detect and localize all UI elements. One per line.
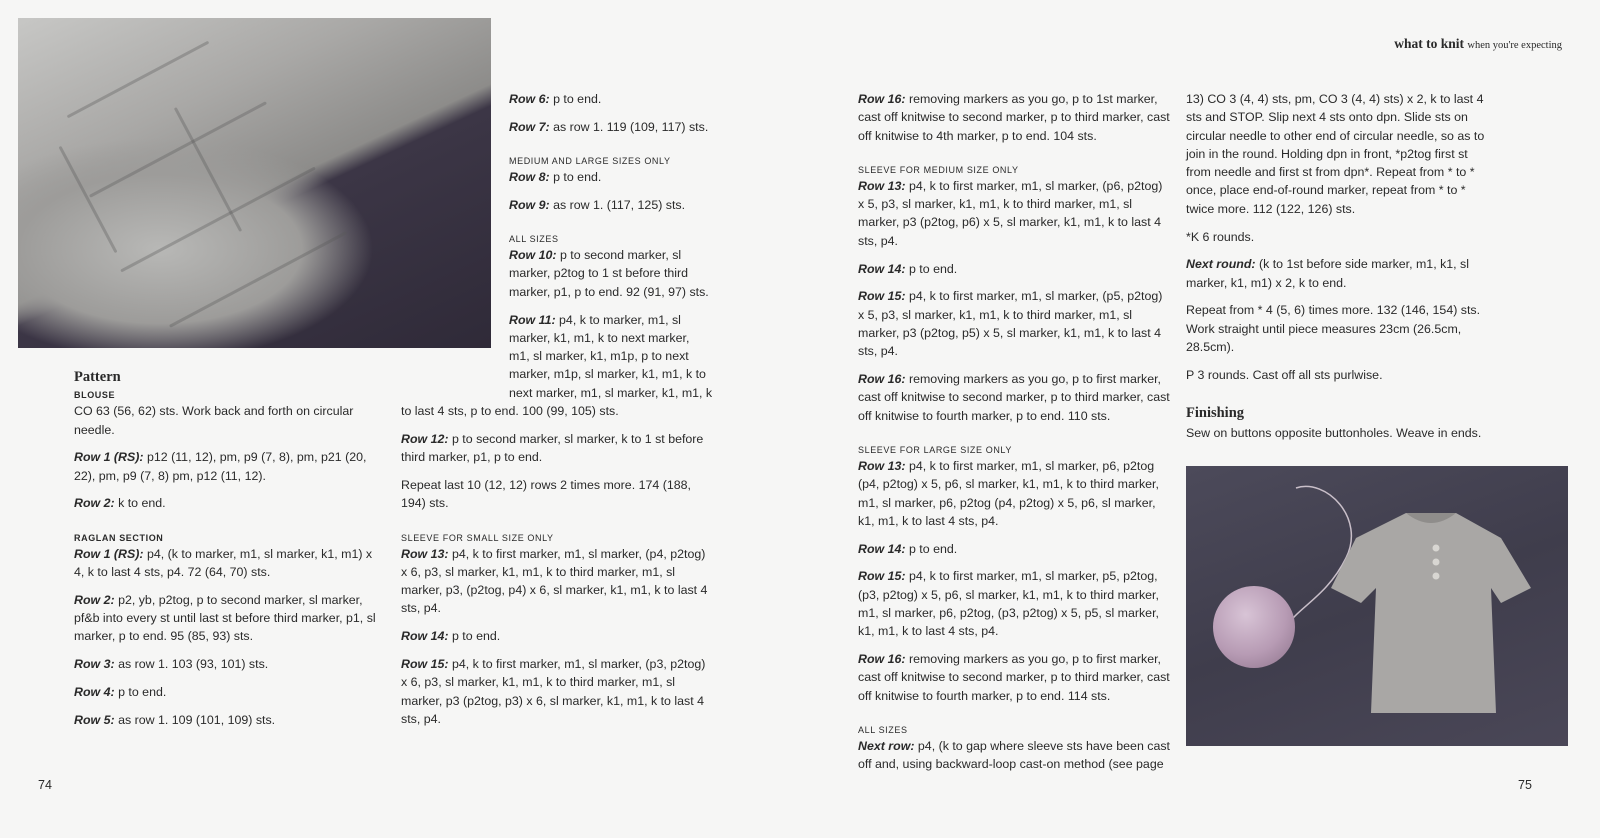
instruction-paragraph	[1186, 90, 1491, 218]
instruction-text: p4, k to first marker, m1, sl marker, (p3, p2tog) x 6, p3, sl marker, k1, m1, k to third marker, m1, sl marker, p3 (p2tog, p3) x 6, sl marker, k1, m1, k to last 4 sts, p4.	[401, 657, 706, 726]
instruction-text: as row 1. 103 (93, 101) sts.	[114, 657, 269, 672]
instruction-text: p to end.	[549, 170, 602, 185]
image-wrap-spacer	[401, 90, 509, 393]
row-label: Row 2:	[74, 592, 115, 607]
instruction-paragraph	[1186, 366, 1491, 384]
instruction-text: as row 1. 119 (109, 117) sts.	[549, 119, 709, 134]
instruction-paragraph	[858, 650, 1170, 705]
book-subtitle: when you're expecting	[1467, 40, 1562, 51]
row-label: Row 13:	[401, 546, 449, 561]
instruction-paragraph	[74, 711, 384, 729]
instruction-text: as row 1. 109 (101, 109) sts.	[114, 712, 276, 727]
subsection-heading: BLOUSE	[74, 390, 116, 401]
instruction-text: p to second marker, sl marker, k to 1 st before third marker, p1, p to end.	[401, 431, 704, 465]
instruction-text: p12 (11, 12), pm, p9 (7, 8), pm, p21 (20, 22), pm, p9 (7, 8) pm, p12 (11, 12).	[74, 450, 367, 483]
instruction-text: p4, k to first marker, m1, sl marker, p6, p2tog (p4, p2tog) x 5, p6, sl marker, k1, m1, k to third marker, m1, sl marker, p6, p2tog (p4, p2tog) x 5, p6, sl marker, k1, m1, k to last 4 sts, p4.	[858, 458, 1159, 528]
instruction-text: removing markers as you go, p to first marker, cast off knitwise to second marker, p to third marker, cast off knitwise to fourth marker, p to end. 110 sts.	[858, 372, 1170, 423]
instruction-paragraph	[401, 655, 713, 728]
instruction-paragraph	[858, 260, 1170, 278]
instruction-paragraph	[74, 591, 384, 646]
column-3	[858, 90, 1170, 783]
subsection-heading: ALL SIZES	[858, 725, 908, 736]
instruction-paragraph	[74, 494, 384, 512]
baby-blouse-photo	[1186, 466, 1568, 746]
row-label: Row 1 (RS):	[74, 546, 144, 561]
instruction-text: *K 6 rounds.	[1186, 229, 1255, 244]
subsection-heading: MEDIUM AND LARGE SIZES ONLY	[509, 156, 671, 167]
running-head	[1394, 36, 1562, 52]
subsection-heading: SLEEVE FOR MEDIUM SIZE ONLY	[858, 164, 1019, 175]
instruction-text: p to end.	[905, 261, 958, 276]
instruction-text: removing markers as you go, p to first marker, cast off knitwise to second marker, p to third marker, cast off knitwise to fourth marker, p to end. 114 sts.	[858, 652, 1170, 703]
instruction-paragraph	[74, 655, 384, 673]
yarn-ball	[1213, 586, 1295, 668]
instruction-text: p to end.	[549, 92, 602, 106]
row-label: Row 5:	[74, 712, 115, 727]
instruction-text: Repeat last 10 (12, 12) rows 2 times more. 174 (188, 194) sts.	[401, 477, 691, 511]
row-label: Row 15:	[858, 289, 906, 304]
row-label: Row 10:	[509, 248, 557, 263]
instruction-text: k to end.	[114, 496, 166, 511]
instruction-paragraph	[858, 567, 1170, 640]
row-label: Row 11:	[509, 312, 556, 327]
instruction-text: Sew on buttons opposite buttonholes. Weave in ends.	[1186, 426, 1482, 441]
instruction-paragraph	[74, 448, 384, 485]
instruction-text: removing markers as you go, p to 1st marker, cast off knitwise to second marker, p to third marker, cast off knitwise to 4th marker, p to end. 104 sts.	[858, 92, 1170, 143]
instruction-paragraph	[74, 545, 384, 582]
column-4	[1186, 90, 1491, 452]
blouse-illustration	[1286, 478, 1546, 728]
column-2	[401, 90, 713, 738]
instruction-text: p4, k to first marker, m1, sl marker, (p4, p2tog) x 6, p3, sl marker, k1, m1, k to third marker, m1, sl marker, p3, (p2tog, p4) x 6, sl marker, k1, m1, k to last 4 sts, p4.	[401, 546, 708, 616]
row-label: Row 4:	[74, 685, 115, 700]
instruction-paragraph	[1186, 228, 1491, 246]
instruction-paragraph	[858, 370, 1170, 425]
row-label: Row 8:	[509, 170, 550, 185]
row-label: Row 1 (RS):	[74, 450, 144, 465]
row-label: Next row:	[858, 739, 915, 754]
row-label: Row 15:	[858, 569, 906, 584]
subsection-heading: SLEEVE FOR LARGE SIZE ONLY	[858, 444, 1012, 455]
row-label: Row 16:	[858, 372, 906, 387]
instruction-paragraph	[858, 287, 1170, 360]
row-label: Row 16:	[858, 92, 906, 106]
row-label: Row 6:	[509, 92, 550, 106]
row-label: Row 12:	[401, 431, 449, 446]
row-label: Row 14:	[858, 261, 906, 276]
instruction-text: p4, k to first marker, m1, sl marker, p5, p2tog, (p3, p2tog) x 5, p6, sl marker, k1, m1, k to third marker, m1, sl marker, p6, p2tog, (p3, p2tog) x 5, p5, sl marker, k1, m1, k to last 4 sts, p4.	[858, 569, 1159, 639]
instruction-paragraph	[401, 476, 713, 513]
instruction-paragraph	[858, 540, 1170, 558]
instruction-paragraph	[1186, 301, 1491, 356]
instruction-text: 13) CO 3 (4, 4) sts, pm, CO 3 (4, 4) sts) x 2, k to last 4 sts and STOP. Slip next 4 sts onto dpn. Slide sts on circular needle to other end of circular needle, so as to join in the round. Holding dpn in front, *p2tog first st from needle and first st from dpn*. Repeat from * to * once, place end-of-round marker, repeat from * to * twice more. 112 (122, 126) sts.	[1186, 92, 1485, 216]
instruction-paragraph	[74, 402, 384, 439]
instruction-text: p2, yb, p2tog, p to second marker, sl marker, pf&b into every st until last st before third marker, p1, sl marker, p to end. 95 (85, 93) sts.	[74, 592, 376, 644]
instruction-paragraph	[401, 545, 713, 618]
instruction-text: p4, k to first marker, m1, sl marker, (p5, p2tog) x 5, p3, sl marker, k1, m1, k to third marker, m1, sl marker, p3 (p2tog, p5) x 5, sl marker, k1, m1, k to last 4 sts, p4.	[858, 289, 1163, 359]
row-label: Row 14:	[401, 629, 449, 644]
instruction-paragraph	[858, 737, 1170, 774]
section-heading: Pattern	[74, 369, 121, 385]
instruction-paragraph	[74, 683, 384, 701]
instruction-text: P 3 rounds. Cast off all sts purlwise.	[1186, 367, 1383, 382]
instruction-text: Repeat from * 4 (5, 6) times more. 132 (146, 154) sts. Work straight until piece measures 23cm (26.5cm, 28.5cm).	[1186, 303, 1481, 355]
book-title: what to knit	[1394, 36, 1465, 51]
subsection-heading: SLEEVE FOR SMALL SIZE ONLY	[401, 532, 554, 543]
instruction-text: p4, (k to marker, m1, sl marker, k1, m1) x 4, k to last 4 sts, p4. 72 (64, 70) sts.	[74, 546, 373, 580]
section-heading: Finishing	[1186, 405, 1245, 422]
instruction-text: p to end.	[114, 685, 167, 700]
instruction-paragraph	[858, 457, 1170, 530]
row-label: Next round:	[1186, 257, 1256, 272]
instruction-text: p4, k to marker, m1, sl marker, k1, m1, k to next marker, m1, sl marker, k1, m1p, p to next marker, m1p, sl marker, k1, m1, k to next marker, m1, sl marker, k1, m1, k to last 4 sts, p to end. 100 (99, 105) sts.	[401, 312, 713, 419]
instruction-text: p4, k to first marker, m1, sl marker, (p6, p2tog) x 5, p3, sl marker, k1, m1, k to third marker, m1, sl marker, p3 (p2tog, p6) x 5, sl marker, k1, m1, k to last 4 sts, p4.	[858, 178, 1163, 248]
row-label: Row 14:	[858, 541, 906, 556]
instruction-text: p to end.	[448, 629, 501, 644]
row-label: Row 13:	[858, 458, 906, 473]
instruction-paragraph	[1186, 255, 1491, 292]
row-label: Row 15:	[401, 657, 449, 672]
column-1	[74, 368, 384, 739]
instruction-paragraph	[858, 177, 1170, 250]
instruction-paragraph	[858, 90, 1170, 145]
instruction-text: p4, (k to gap where sleeve sts have been cast off and, using backward-loop cast-on method (see page	[858, 739, 1171, 772]
row-label: Row 2:	[74, 496, 115, 511]
row-label: Row 9:	[509, 197, 550, 212]
subsection-heading: RAGLAN SECTION	[74, 532, 164, 543]
row-label: Row 16:	[858, 652, 906, 667]
instruction-text: p to end.	[905, 541, 958, 556]
row-label: Row 3:	[74, 657, 115, 672]
instruction-text: (k to 1st before side marker, m1, k1, sl marker, k1, m1) x 2, k to end.	[1186, 257, 1470, 290]
subsection-heading: ALL SIZES	[509, 234, 559, 245]
page-number-left: 74	[38, 778, 52, 792]
instruction-text: CO 63 (56, 62) sts. Work back and forth on circular needle.	[74, 404, 354, 437]
instruction-text: as row 1. (117, 125) sts.	[549, 197, 686, 212]
instruction-paragraph	[401, 627, 713, 645]
instruction-text: p to second marker, sl marker, p2tog to 1 st before third marker, p1, p to end. 92 (91, 97) sts.	[509, 248, 709, 299]
instruction-paragraph	[1186, 424, 1491, 442]
page-number-right: 75	[1518, 778, 1532, 792]
row-label: Row 7:	[509, 119, 550, 134]
row-label: Row 13:	[858, 178, 906, 193]
instruction-paragraph	[401, 430, 713, 467]
